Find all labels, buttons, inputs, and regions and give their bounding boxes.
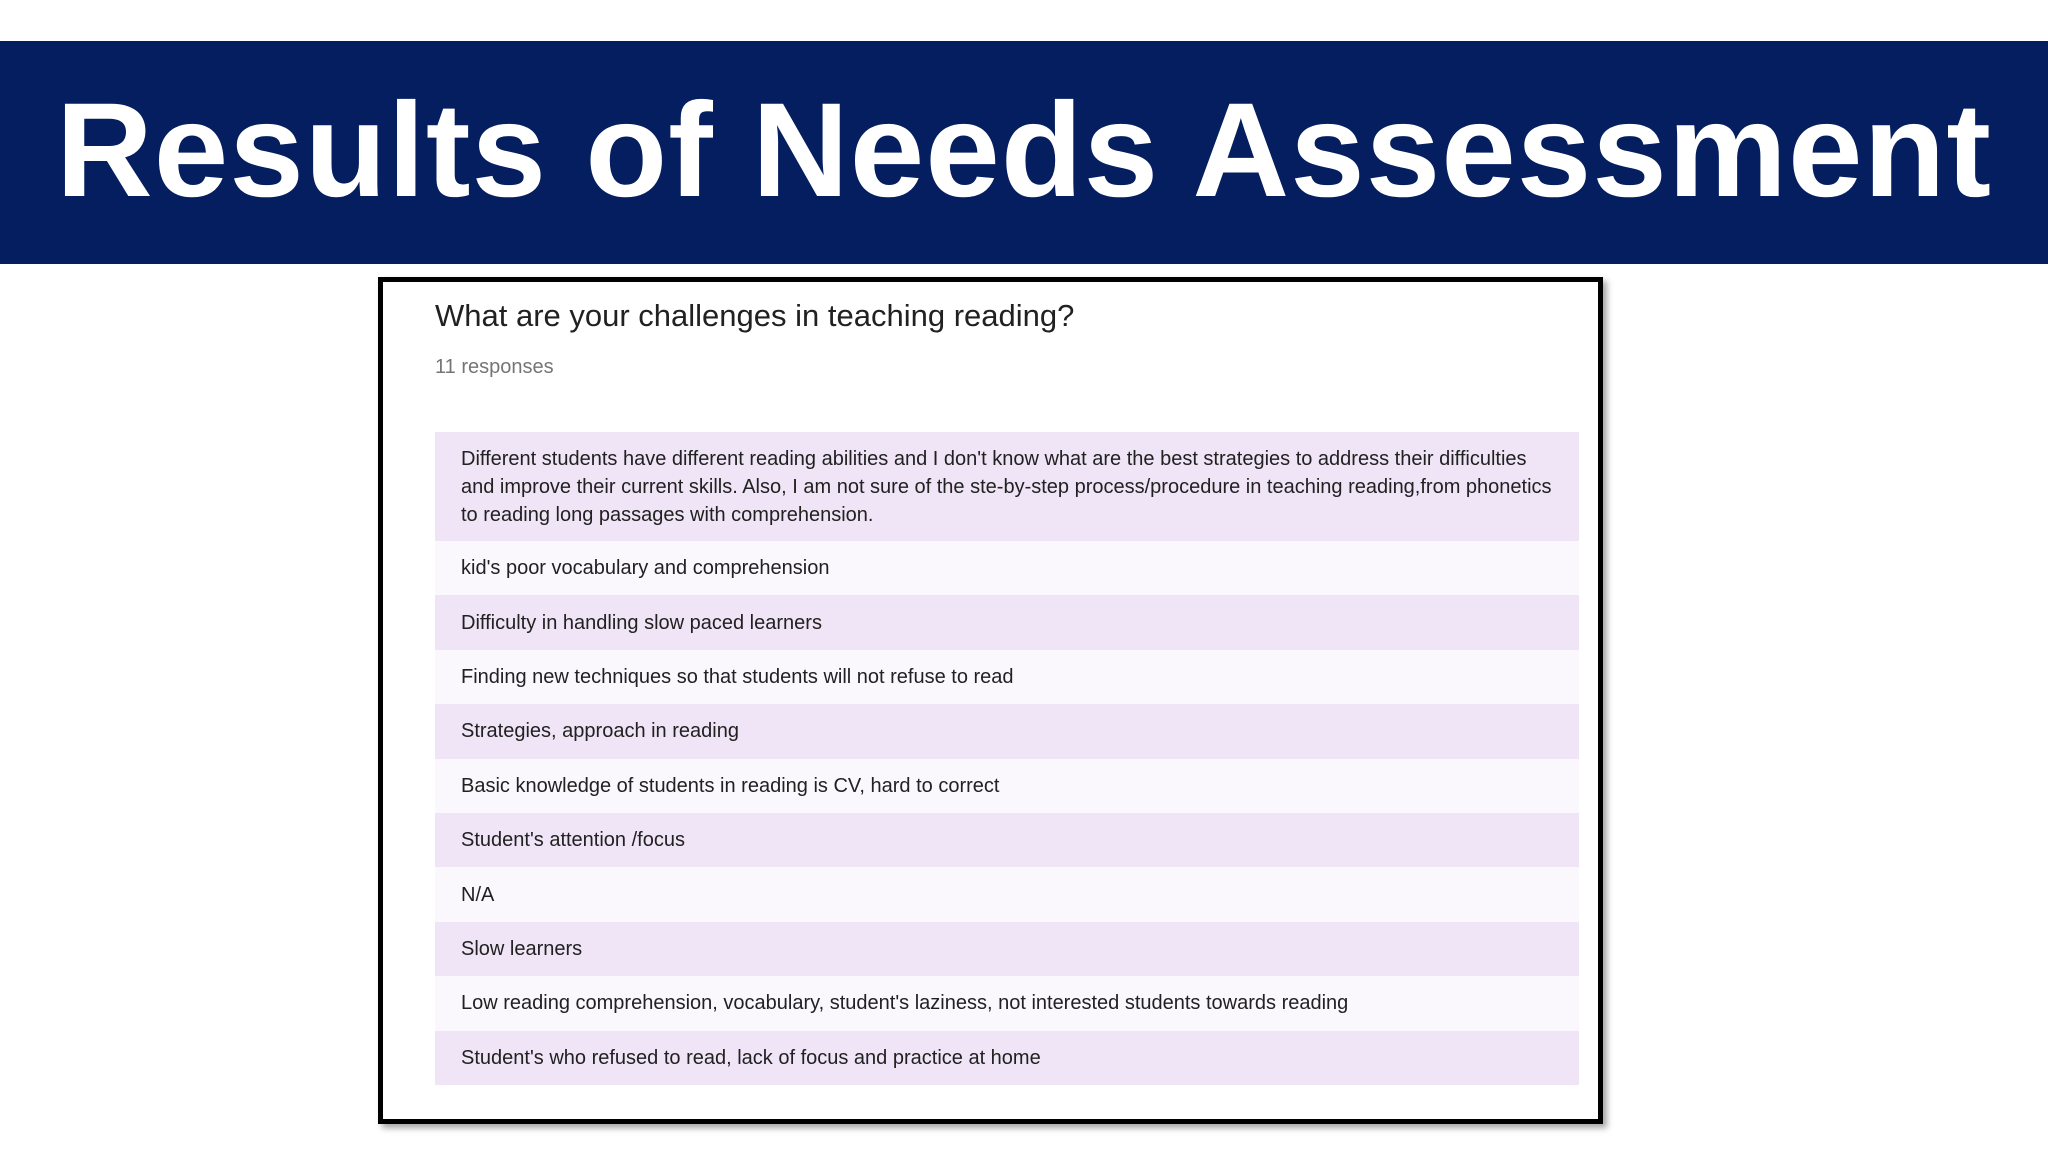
- response-text: N/A: [461, 883, 495, 906]
- list-item: [435, 976, 1579, 1030]
- response-text: kid's poor vocabulary and comprehension: [461, 557, 830, 580]
- list-item: [435, 1031, 1579, 1085]
- question-title: What are your challenges in teaching reading?: [435, 298, 1075, 333]
- title-banner: [0, 41, 2048, 264]
- response-text: Basic knowledge of students in reading is CV, hard to correct: [461, 774, 1000, 797]
- response-text: Low reading comprehension, vocabulary, student's laziness, not interested students towards reading: [461, 992, 1349, 1015]
- response-count: 11 responses: [435, 356, 554, 378]
- response-text: Different students have different reading abilities and I don't know what are the best strategies to address their difficulties and improve their current skills. Also, I am not sure of the ste-by-step process/procedure in teaching reading,from phonetics to reading long passages with comprehension.: [461, 447, 1552, 526]
- response-text: Student's attention /focus: [461, 829, 685, 852]
- list-item: [435, 759, 1579, 813]
- list-item: [435, 922, 1579, 976]
- slide-title: Results of Needs Assessment: [56, 75, 1992, 225]
- list-item: [435, 813, 1579, 867]
- response-text: Strategies, approach in reading: [461, 720, 739, 743]
- list-item: [435, 595, 1579, 649]
- list-item: [435, 867, 1579, 921]
- list-item: [435, 541, 1579, 595]
- response-list: [435, 432, 1579, 1085]
- response-text: Finding new techniques so that students will not refuse to read: [461, 665, 1014, 688]
- response-text: Student's who refused to read, lack of focus and practice at home: [461, 1046, 1041, 1069]
- list-item: [435, 650, 1579, 704]
- response-text: Slow learners: [461, 937, 583, 960]
- response-text: Difficulty in handling slow paced learners: [461, 611, 822, 634]
- form-response-card: [378, 277, 1603, 1124]
- list-item: [435, 704, 1579, 758]
- list-item: [435, 432, 1579, 541]
